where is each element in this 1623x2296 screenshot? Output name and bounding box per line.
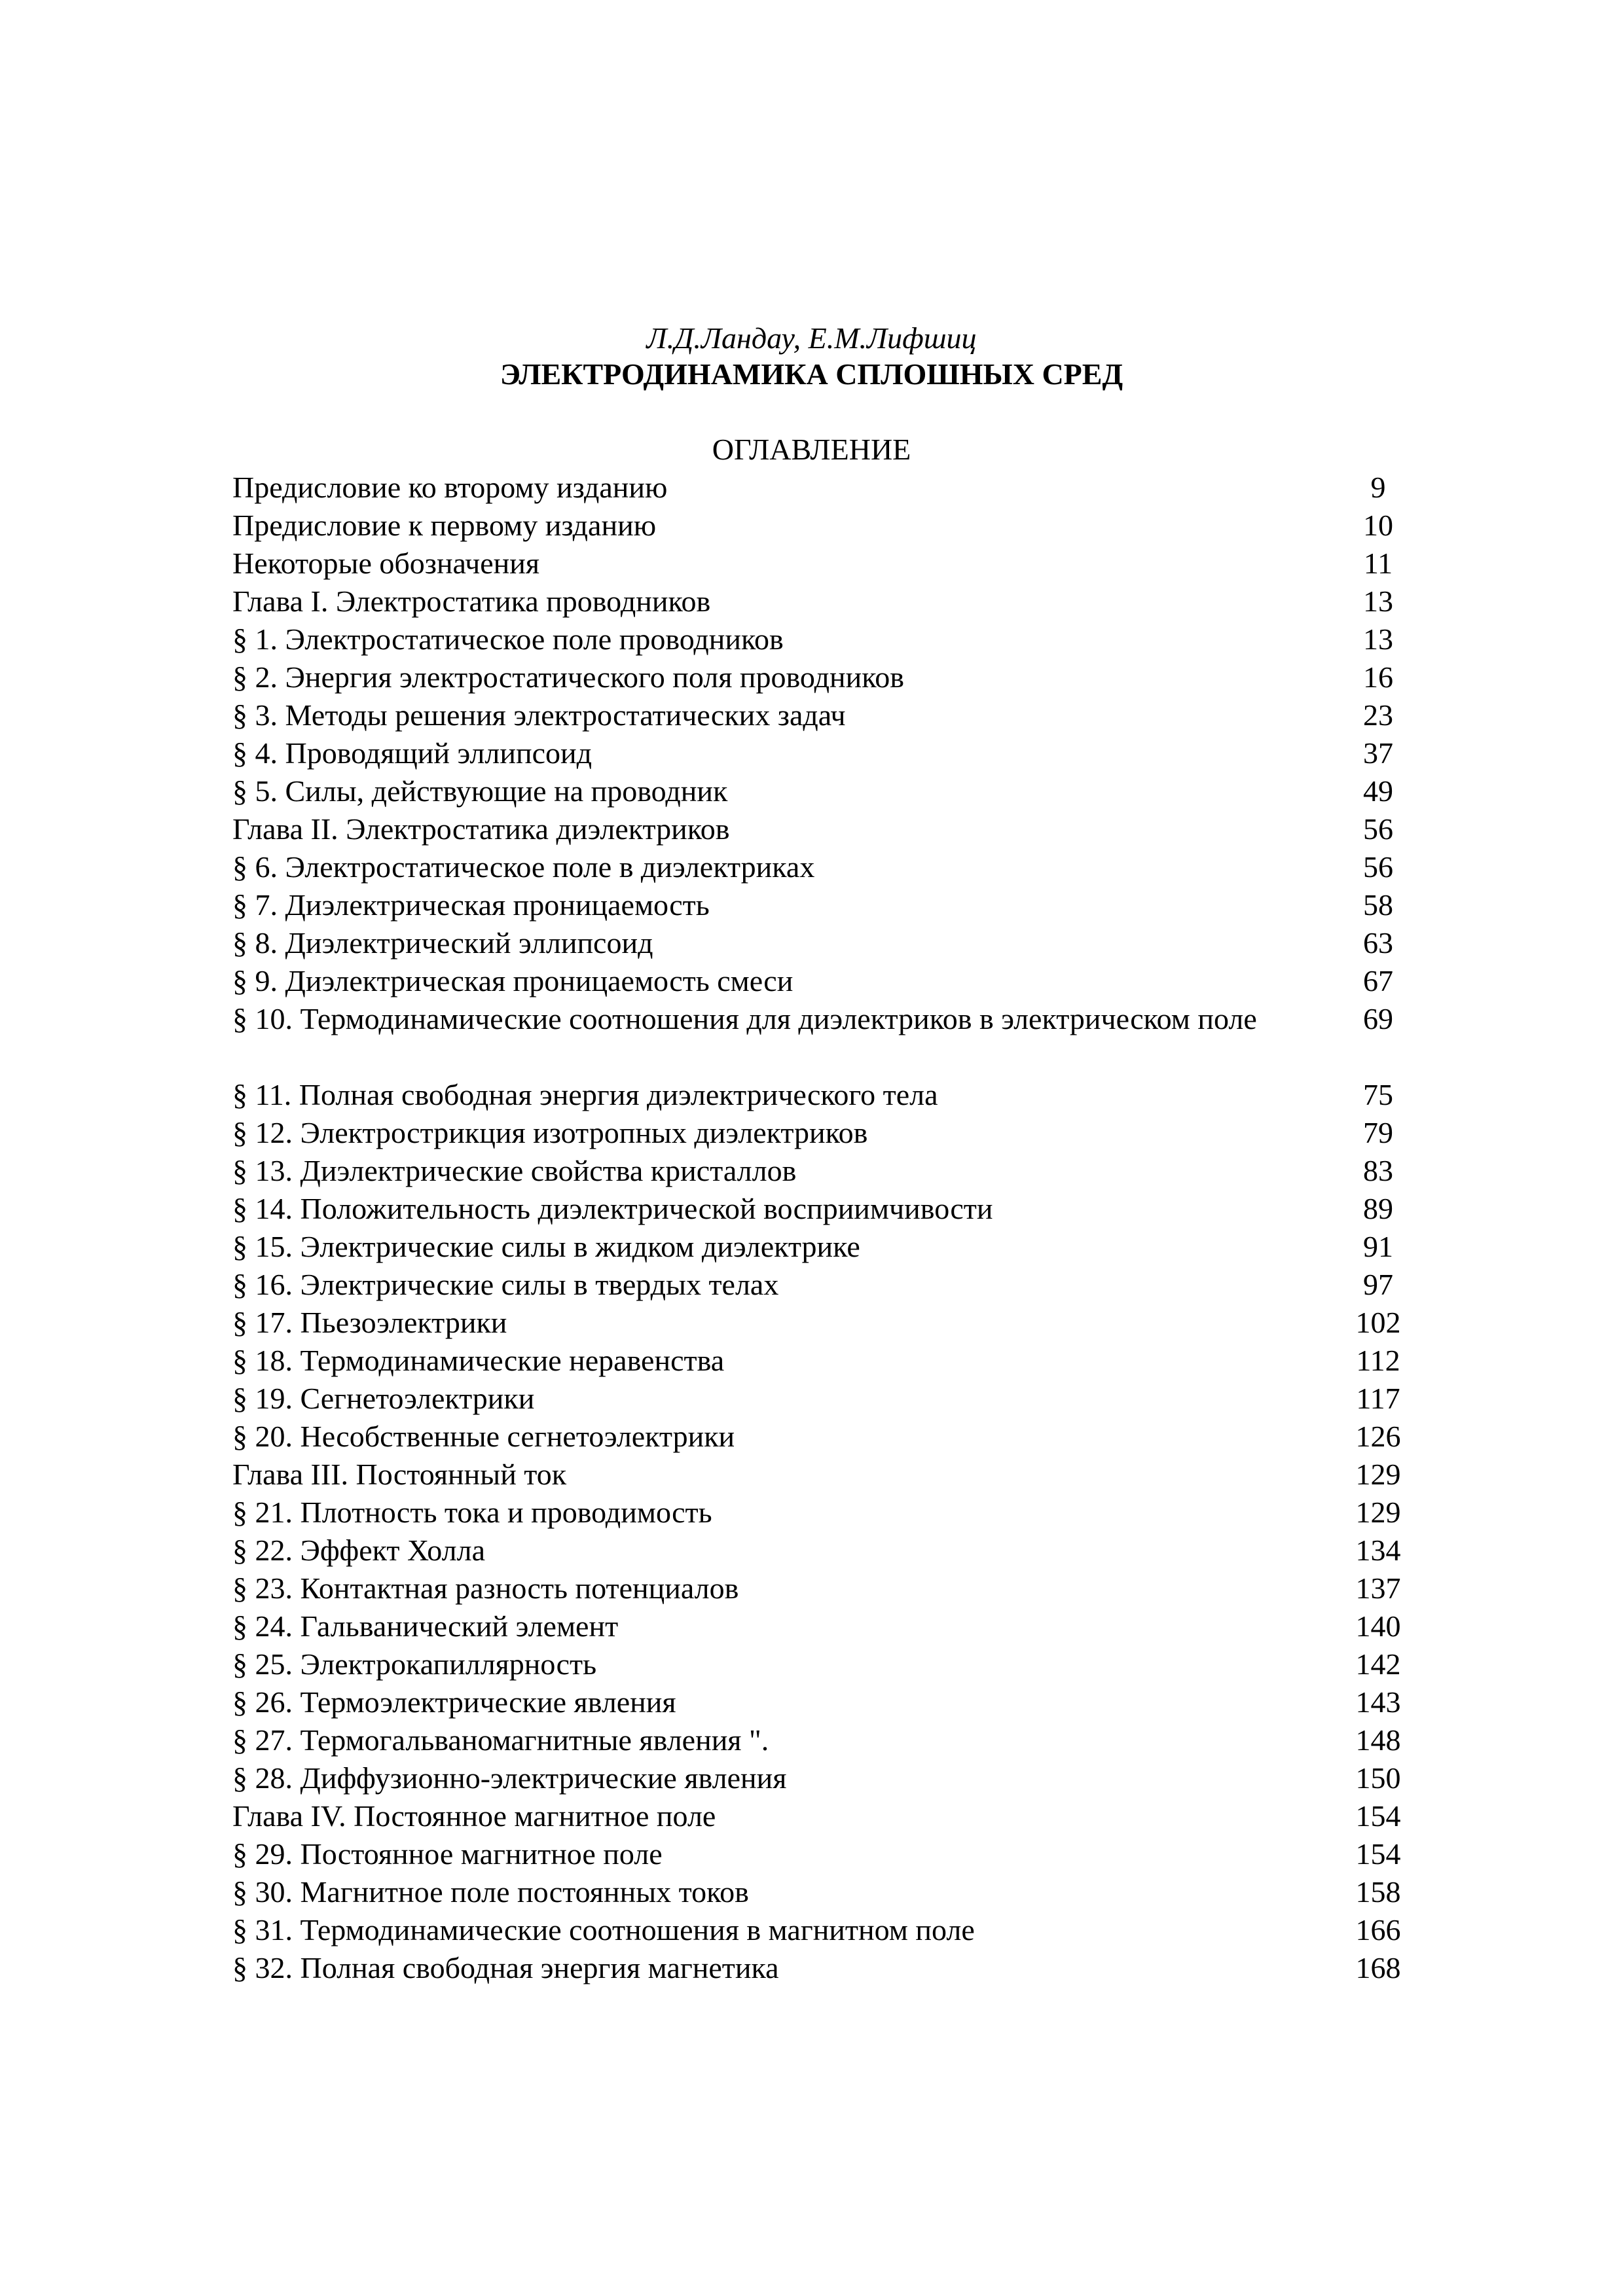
toc-entry-page: 134 bbox=[1355, 1534, 1401, 1567]
toc-entry-title: § 15. Электрические силы в жидком диэлектрике bbox=[232, 1230, 860, 1263]
toc-entry-title: § 16. Электрические силы в твердых телах bbox=[232, 1268, 779, 1301]
toc-entry-page: 13 bbox=[1363, 622, 1393, 656]
toc-heading: ОГЛАВЛЕНИЕ bbox=[712, 433, 911, 466]
toc-entry bbox=[232, 1570, 1401, 1607]
toc-entry-title: § 26. Термоэлектрические явления bbox=[232, 1685, 676, 1719]
toc-entry bbox=[232, 734, 1395, 772]
toc-entry bbox=[232, 1000, 1395, 1076]
toc-entry-title: § 22. Эффект Холла bbox=[232, 1534, 486, 1567]
toc-entry bbox=[232, 924, 1395, 962]
toc-entry bbox=[232, 1190, 1395, 1228]
toc-entry-title: § 31. Термодинамические соотношения в магнитном поле bbox=[232, 1913, 975, 1946]
toc-entry bbox=[232, 469, 1395, 507]
toc-entry bbox=[232, 1911, 1401, 1949]
toc-entry-title: § 5. Силы, действующие на проводник bbox=[232, 774, 728, 808]
toc-entry-page: 158 bbox=[1355, 1875, 1401, 1909]
toc-entry-page: 9 bbox=[1370, 471, 1386, 504]
toc-entry-page: 148 bbox=[1355, 1723, 1401, 1757]
toc-entry-page: 97 bbox=[1363, 1268, 1393, 1301]
toc-entry bbox=[232, 1607, 1401, 1645]
toc-entry-page: 129 bbox=[1355, 1458, 1401, 1491]
toc-entry-title: § 32. Полная свободная энергия магнетика bbox=[232, 1951, 779, 1984]
toc-entry-page: 126 bbox=[1355, 1420, 1401, 1453]
toc-entry bbox=[232, 1835, 1401, 1873]
toc-entry-title: § 2. Энергия электростатического поля проводников bbox=[232, 660, 904, 694]
toc-entry-title: § 19. Сегнетоэлектрики bbox=[232, 1382, 535, 1415]
toc-entry-page: 10 bbox=[1363, 509, 1393, 542]
toc-entry-page: 154 bbox=[1355, 1837, 1401, 1871]
toc-entry-page: 75 bbox=[1363, 1078, 1393, 1111]
toc-entry-page: 56 bbox=[1363, 812, 1393, 846]
toc-entry-title: § 11. Полная свободная энергия диэлектрического тела bbox=[232, 1078, 938, 1111]
toc-entry bbox=[232, 1532, 1401, 1570]
toc-entry-page: 166 bbox=[1355, 1913, 1401, 1946]
toc-entry-title: § 12. Электрострикция изотропных диэлектриков bbox=[232, 1116, 868, 1149]
toc-entry-title: § 1. Электростатическое поле проводников bbox=[232, 622, 784, 656]
toc-entry bbox=[232, 696, 1395, 734]
toc-entry-page: 143 bbox=[1355, 1685, 1401, 1719]
toc-entry bbox=[232, 1114, 1395, 1152]
toc-chapter bbox=[232, 583, 1395, 620]
toc-entry-page: 83 bbox=[1363, 1154, 1393, 1187]
toc-entry-page: 117 bbox=[1356, 1382, 1400, 1415]
toc-entry-title: § 9. Диэлектрическая проницаемость смеси bbox=[232, 964, 793, 997]
toc-entry-title: § 3. Методы решения электростатических задач bbox=[232, 698, 846, 732]
toc-entry-title: § 21. Плотность тока и проводимость bbox=[232, 1496, 712, 1529]
toc-entry bbox=[232, 962, 1395, 1000]
toc-entry-title: § 6. Электростатическое поле в диэлектриках bbox=[232, 850, 815, 884]
toc-entry-page: 63 bbox=[1363, 926, 1393, 960]
toc-entry bbox=[232, 1759, 1401, 1797]
toc-entry bbox=[232, 1076, 1395, 1114]
toc-entry-title: § 10. Термодинамические соотношения для диэлектриков в электрическом поле bbox=[232, 1002, 1257, 1035]
toc-entry-page: 112 bbox=[1356, 1344, 1400, 1377]
toc-entry-title: Глава III. Постоянный ток bbox=[232, 1458, 567, 1491]
toc-entry-page: 129 bbox=[1355, 1496, 1401, 1529]
toc-chapter bbox=[232, 810, 1395, 848]
toc-entry-title: § 8. Диэлектрический эллипсоид bbox=[232, 926, 653, 960]
toc-entry-title: § 23. Контактная разность потенциалов bbox=[232, 1571, 739, 1605]
toc-entry-title: § 25. Электрокапиллярность bbox=[232, 1647, 597, 1681]
toc-entry-title: § 20. Несобственные сегнетоэлектрики bbox=[232, 1420, 735, 1453]
toc-entry-page: 91 bbox=[1363, 1230, 1393, 1263]
toc-entry bbox=[232, 1949, 1401, 1987]
toc-entry-title: Глава IV. Постоянное магнитное поле bbox=[232, 1799, 716, 1833]
toc-entry-page: 150 bbox=[1355, 1761, 1401, 1795]
toc-entry-title: § 29. Постоянное магнитное поле bbox=[232, 1837, 663, 1871]
toc-entry-page: 23 bbox=[1363, 698, 1393, 732]
toc-entry-page: 13 bbox=[1363, 584, 1393, 618]
table-of-contents bbox=[232, 469, 1401, 1987]
toc-entry-page: 154 bbox=[1355, 1799, 1401, 1833]
toc-entry bbox=[232, 1266, 1395, 1304]
toc-entry-page: 168 bbox=[1355, 1951, 1401, 1984]
toc-chapter bbox=[232, 1456, 1401, 1494]
toc-entry-title: § 4. Проводящий эллипсоид bbox=[232, 736, 593, 770]
toc-entry-page: 16 bbox=[1363, 660, 1393, 694]
toc-entry-page: 69 bbox=[1363, 1002, 1393, 1035]
toc-entry-title: § 13. Диэлектрические свойства кристаллов bbox=[232, 1154, 797, 1187]
toc-entry bbox=[232, 1380, 1400, 1418]
toc-entry-page: 37 bbox=[1363, 736, 1393, 770]
toc-entry-page: 102 bbox=[1355, 1306, 1401, 1339]
toc-entry bbox=[232, 1683, 1401, 1721]
toc-entry bbox=[232, 1645, 1401, 1683]
toc-entry bbox=[232, 620, 1395, 658]
toc-entry bbox=[232, 1721, 1401, 1759]
toc-entry bbox=[232, 1152, 1395, 1190]
toc-entry bbox=[232, 1873, 1401, 1911]
toc-entry-title: Предисловие к первому изданию bbox=[232, 509, 657, 542]
toc-entry bbox=[232, 507, 1395, 545]
toc-entry-page: 49 bbox=[1363, 774, 1393, 808]
toc-entry-title: § 14. Положительность диэлектрической восприимчивости bbox=[232, 1192, 993, 1225]
toc-entry-title: Глава I. Электростатика проводников bbox=[232, 584, 711, 618]
toc-entry-title: § 28. Диффузионно-электрические явления bbox=[232, 1761, 787, 1795]
toc-entry-page: 79 bbox=[1363, 1116, 1393, 1149]
document-title: ЭЛЕКТРОДИНАМИКА СПЛОШНЫХ СРЕД bbox=[500, 357, 1123, 391]
toc-entry-title: Глава II. Электростатика диэлектриков bbox=[232, 812, 730, 846]
toc-entry-page: 142 bbox=[1355, 1647, 1401, 1681]
toc-entry bbox=[232, 1342, 1400, 1380]
toc-entry-title: § 30. Магнитное поле постоянных токов bbox=[232, 1875, 749, 1909]
toc-entry bbox=[232, 658, 1395, 696]
toc-entry-title: § 18. Термодинамические неравенства bbox=[232, 1344, 725, 1377]
toc-entry bbox=[232, 1418, 1401, 1456]
toc-entry bbox=[232, 886, 1395, 924]
toc-entry bbox=[232, 772, 1395, 810]
toc-entry bbox=[232, 545, 1395, 583]
toc-entry-page: 137 bbox=[1355, 1571, 1401, 1605]
toc-entry-page: 67 bbox=[1363, 964, 1393, 997]
toc-entry-title: § 27. Термогальваномагнитные явления ". bbox=[232, 1723, 769, 1757]
toc-entry-title: § 17. Пьезоэлектрики bbox=[232, 1306, 507, 1339]
toc-entry-page: 89 bbox=[1363, 1192, 1393, 1225]
toc-entry-page: 11 bbox=[1363, 547, 1393, 580]
toc-chapter bbox=[232, 1797, 1401, 1835]
toc-entry bbox=[232, 848, 1395, 886]
toc-entry-title: § 7. Диэлектрическая проницаемость bbox=[232, 888, 710, 922]
toc-entry-page: 58 bbox=[1363, 888, 1393, 922]
toc-entry-title: Некоторые обозначения bbox=[232, 547, 540, 580]
toc-entry-title: Предисловие ко второму изданию bbox=[232, 471, 668, 504]
toc-entry-page: 140 bbox=[1355, 1609, 1401, 1643]
toc-entry bbox=[232, 1228, 1395, 1266]
toc-entry-title: § 24. Гальванический элемент bbox=[232, 1609, 619, 1643]
toc-entry bbox=[232, 1494, 1401, 1532]
toc-entry bbox=[232, 1304, 1401, 1342]
toc-entry-page: 56 bbox=[1363, 850, 1393, 884]
authors: Л.Д.Ландау, Е.М.Лифшиц bbox=[646, 321, 977, 355]
